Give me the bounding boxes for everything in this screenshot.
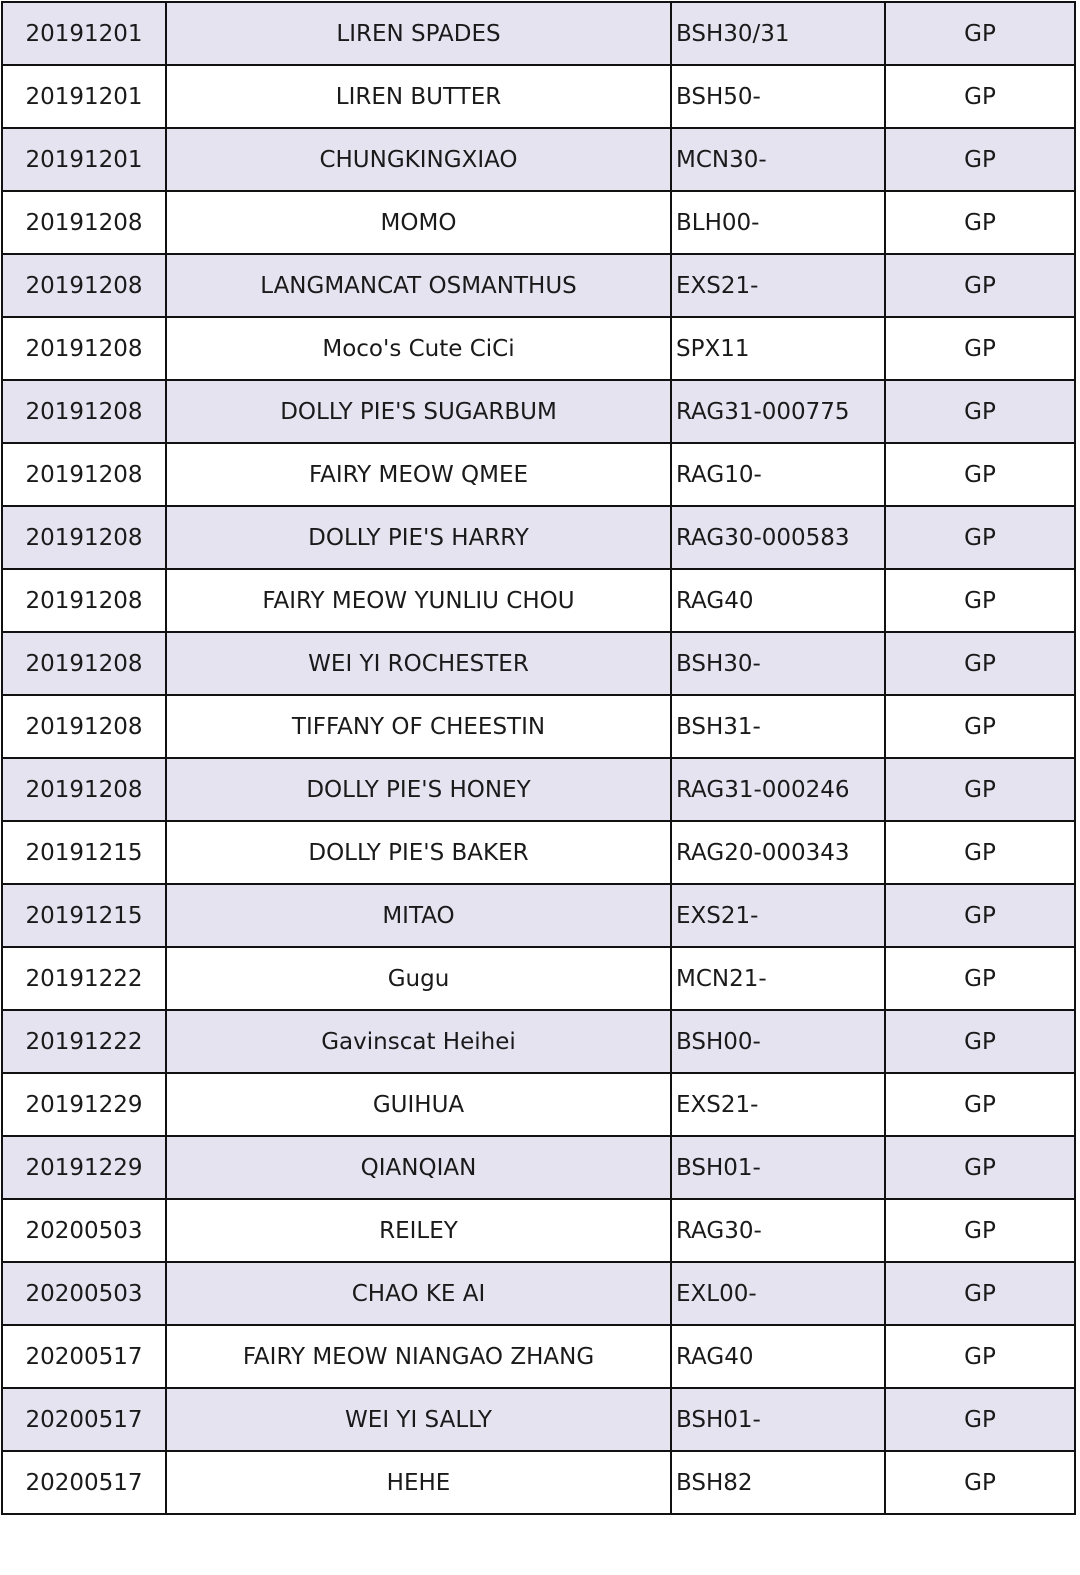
title-cell: GP: [885, 695, 1075, 758]
cat-name-cell: WEI YI ROCHESTER: [166, 632, 671, 695]
date-cell: 20191208: [2, 380, 166, 443]
title-cell: GP: [885, 1073, 1075, 1136]
breed-code-cell: BSH82: [671, 1451, 885, 1514]
date-cell: 20200517: [2, 1388, 166, 1451]
date-cell: 20191201: [2, 2, 166, 65]
breed-code-cell: BSH31-: [671, 695, 885, 758]
date-cell: 20200517: [2, 1451, 166, 1514]
cat-name-cell: LIREN BUTTER: [166, 65, 671, 128]
title-cell: GP: [885, 884, 1075, 947]
breed-code-cell: BSH01-: [671, 1136, 885, 1199]
cat-name-cell: MOMO: [166, 191, 671, 254]
cat-name-cell: DOLLY PIE'S SUGARBUM: [166, 380, 671, 443]
title-cell: GP: [885, 1136, 1075, 1199]
table-row: [2, 380, 1075, 443]
breed-code-cell: RAG31-000775: [671, 380, 885, 443]
title-cell: GP: [885, 254, 1075, 317]
table-row: [2, 821, 1075, 884]
date-cell: 20191208: [2, 191, 166, 254]
breed-code-cell: RAG20-000343: [671, 821, 885, 884]
table-row: [2, 884, 1075, 947]
title-cell: GP: [885, 380, 1075, 443]
title-cell: GP: [885, 1010, 1075, 1073]
breed-code-cell: MCN21-: [671, 947, 885, 1010]
cat-name-cell: DOLLY PIE'S HARRY: [166, 506, 671, 569]
table-row: [2, 65, 1075, 128]
cat-name-cell: CHAO KE AI: [166, 1262, 671, 1325]
breed-code-cell: RAG30-000583: [671, 506, 885, 569]
table-row: [2, 695, 1075, 758]
title-cell: GP: [885, 1451, 1075, 1514]
date-cell: 20191201: [2, 128, 166, 191]
breed-code-cell: EXL00-: [671, 1262, 885, 1325]
breed-code-cell: RAG31-000246: [671, 758, 885, 821]
cat-name-cell: CHUNGKINGXIAO: [166, 128, 671, 191]
breed-code-cell: BSH30/31: [671, 2, 885, 65]
date-cell: 20200503: [2, 1199, 166, 1262]
title-cell: GP: [885, 758, 1075, 821]
title-cell: GP: [885, 1262, 1075, 1325]
table-row: [2, 254, 1075, 317]
title-cell: GP: [885, 1388, 1075, 1451]
table-row: [2, 443, 1075, 506]
table-row: [2, 1388, 1075, 1451]
cat-name-cell: LANGMANCAT OSMANTHUS: [166, 254, 671, 317]
table-row: [2, 128, 1075, 191]
cat-name-cell: FAIRY MEOW QMEE: [166, 443, 671, 506]
breed-code-cell: RAG10-: [671, 443, 885, 506]
title-cell: GP: [885, 128, 1075, 191]
breed-code-cell: MCN30-: [671, 128, 885, 191]
breed-code-cell: EXS21-: [671, 884, 885, 947]
date-cell: 20191208: [2, 317, 166, 380]
table-row: [2, 1451, 1075, 1514]
breed-code-cell: BSH30-: [671, 632, 885, 695]
date-cell: 20191208: [2, 506, 166, 569]
title-cell: GP: [885, 632, 1075, 695]
title-cell: GP: [885, 443, 1075, 506]
date-cell: 20191208: [2, 443, 166, 506]
title-cell: GP: [885, 569, 1075, 632]
cat-name-cell: Moco's Cute CiCi: [166, 317, 671, 380]
table-row: [2, 191, 1075, 254]
table-row: [2, 506, 1075, 569]
date-cell: 20191208: [2, 695, 166, 758]
cat-name-cell: MITAO: [166, 884, 671, 947]
title-cell: GP: [885, 947, 1075, 1010]
date-cell: 20191229: [2, 1136, 166, 1199]
breed-code-cell: BSH50-: [671, 65, 885, 128]
title-cell: GP: [885, 2, 1075, 65]
breed-code-cell: BSH01-: [671, 1388, 885, 1451]
cat-name-cell: Gugu: [166, 947, 671, 1010]
title-cell: GP: [885, 1325, 1075, 1388]
cat-name-cell: QIANQIAN: [166, 1136, 671, 1199]
cat-name-cell: LIREN SPADES: [166, 2, 671, 65]
title-cell: GP: [885, 1199, 1075, 1262]
cat-name-cell: DOLLY PIE'S HONEY: [166, 758, 671, 821]
cat-name-cell: TIFFANY OF CHEESTIN: [166, 695, 671, 758]
date-cell: 20200517: [2, 1325, 166, 1388]
cat-name-cell: Gavinscat Heihei: [166, 1010, 671, 1073]
date-cell: 20200503: [2, 1262, 166, 1325]
date-cell: 20191208: [2, 632, 166, 695]
table-row: [2, 758, 1075, 821]
title-cell: GP: [885, 65, 1075, 128]
date-cell: 20191222: [2, 1010, 166, 1073]
breed-code-cell: EXS21-: [671, 254, 885, 317]
cat-name-cell: WEI YI SALLY: [166, 1388, 671, 1451]
cat-name-cell: FAIRY MEOW YUNLIU CHOU: [166, 569, 671, 632]
table-row: [2, 632, 1075, 695]
date-cell: 20191208: [2, 758, 166, 821]
date-cell: 20191222: [2, 947, 166, 1010]
cat-name-cell: HEHE: [166, 1451, 671, 1514]
cat-name-cell: FAIRY MEOW NIANGAO ZHANG: [166, 1325, 671, 1388]
table-row: [2, 1325, 1075, 1388]
breed-code-cell: RAG40: [671, 1325, 885, 1388]
table-row: [2, 2, 1075, 65]
title-cell: GP: [885, 506, 1075, 569]
table-row: [2, 569, 1075, 632]
date-cell: 20191215: [2, 884, 166, 947]
date-cell: 20191208: [2, 569, 166, 632]
table-row: [2, 1199, 1075, 1262]
breed-code-cell: BSH00-: [671, 1010, 885, 1073]
title-cell: GP: [885, 317, 1075, 380]
title-cell: GP: [885, 821, 1075, 884]
title-cell: GP: [885, 191, 1075, 254]
breed-code-cell: RAG40: [671, 569, 885, 632]
table-row: [2, 1010, 1075, 1073]
table-row: [2, 1073, 1075, 1136]
cat-name-cell: REILEY: [166, 1199, 671, 1262]
table-row: [2, 1136, 1075, 1199]
table-row: [2, 947, 1075, 1010]
cat-name-cell: DOLLY PIE'S BAKER: [166, 821, 671, 884]
breed-code-cell: EXS21-: [671, 1073, 885, 1136]
date-cell: 20191208: [2, 254, 166, 317]
results-table-body: [2, 2, 1075, 1514]
table-row: [2, 317, 1075, 380]
date-cell: 20191229: [2, 1073, 166, 1136]
results-table: [1, 1, 1076, 1515]
breed-code-cell: RAG30-: [671, 1199, 885, 1262]
date-cell: 20191201: [2, 65, 166, 128]
date-cell: 20191215: [2, 821, 166, 884]
cat-name-cell: GUIHUA: [166, 1073, 671, 1136]
breed-code-cell: BLH00-: [671, 191, 885, 254]
table-row: [2, 1262, 1075, 1325]
breed-code-cell: SPX11: [671, 317, 885, 380]
